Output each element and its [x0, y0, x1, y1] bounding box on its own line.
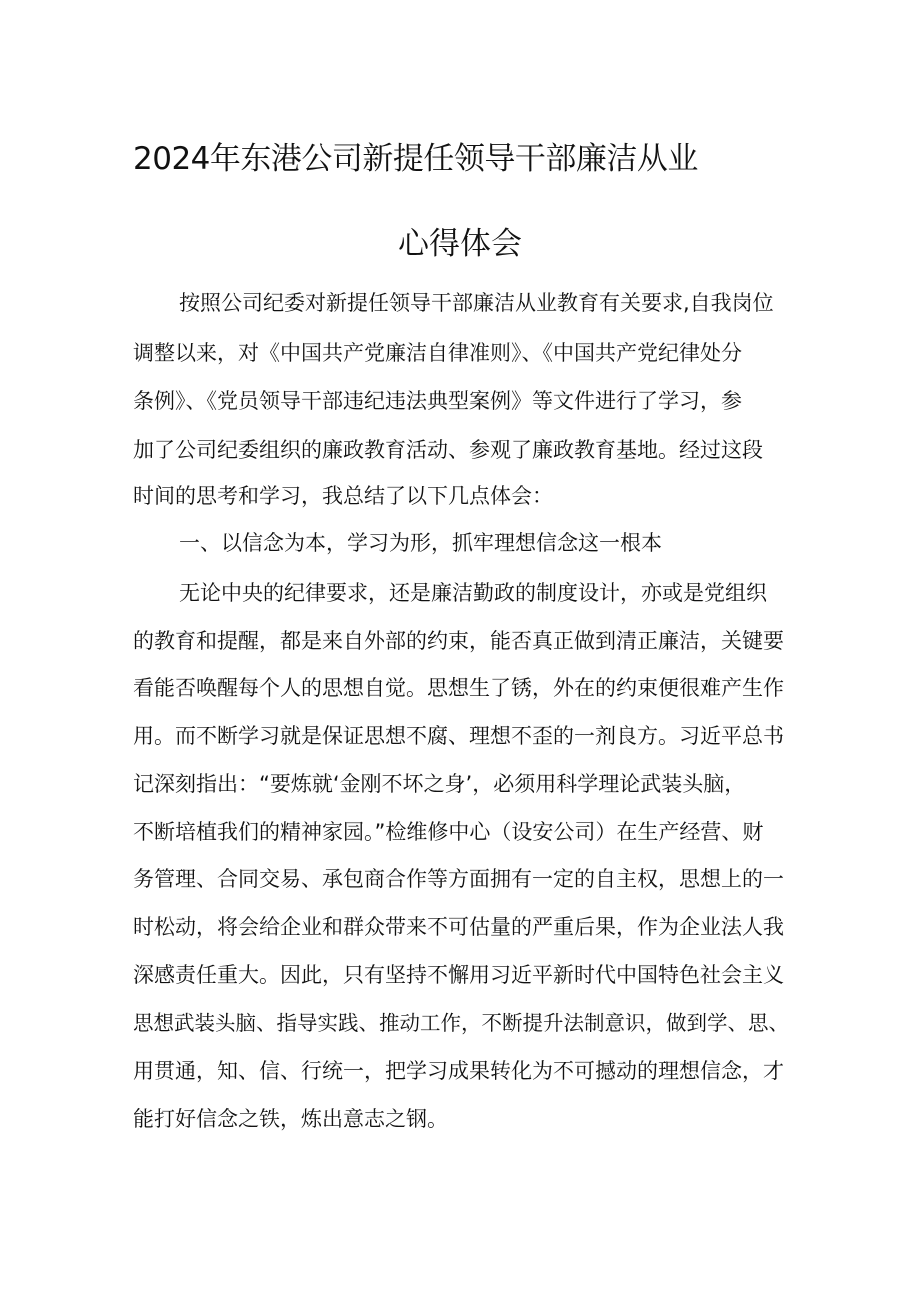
paragraph-2-line-10: 思想武装头脑、指导实践、推动工作，不断提升法制意识，做到学、思、 [133, 1011, 789, 1035]
paragraph-2-line-7: 务管理、合同交易、承包商合作等方面拥有一定的自主权，思想上的一 [133, 867, 784, 891]
paragraph-1-line-5: 时间的思考和学习，我总结了以下几点体会： [133, 484, 553, 508]
paragraph-2-line-9: 深感责任重大。因此，只有坚持不懈用习近平新时代中国特色社会主义 [133, 963, 784, 987]
paragraph-2-line-2: 的教育和提醒，都是来自外部的约束，能否真正做到清正廉洁，关键要 [133, 629, 784, 653]
paragraph-1-line-2: 调整以来，对《中国共产党廉洁自律准则》、《中国共产党纪律处分 [133, 341, 742, 365]
paragraph-2-line-6: 不断培植我们的精神家园。”检维修中心（设安公司）在生产经营、财 [133, 820, 764, 844]
section-heading-1: 一、以信念为本，学习为形，抓牢理想信念这一根本 [179, 531, 662, 555]
document-title-line-1: 2024年东港公司新提任领导干部廉洁从业 [133, 141, 698, 177]
paragraph-2-line-3: 看能否唤醒每个人的思想自觉。思想生了锈，外在的约束便很难产生作 [133, 676, 784, 700]
paragraph-2-line-11: 用贯通，知、信、行统一，把学习成果转化为不可撼动的理想信念，才 [133, 1059, 784, 1083]
paragraph-1-line-3: 条例》、《党员领导干部违纪违法典型案例》等文件进行了学习，参 [133, 389, 742, 413]
paragraph-1-line-4: 加了公司纪委组织的廉政教育活动、参观了廉政教育基地。经过这段 [133, 438, 763, 462]
paragraph-2-line-12: 能打好信念之铁，炼出意志之钢。 [133, 1107, 448, 1131]
paragraph-2-line-5: 记深刻指出：“要炼就‘金刚不坏之身’，必须用科学理论武装头脑， [133, 772, 746, 796]
paragraph-2-line-8: 时松动，将会给企业和群众带来不可估量的严重后果，作为企业法人我 [133, 915, 784, 939]
document-title-line-2: 心得体会 [398, 226, 522, 262]
paragraph-2-line-4: 用。而不断学习就是保证思想不腐、理想不歪的一剂良方。习近平总书 [133, 724, 784, 748]
paragraph-1-line-1: 按照公司纪委对新提任领导干部廉洁从业教育有关要求,自我岗位 [179, 291, 774, 315]
paragraph-2-line-1: 无论中央的纪律要求，还是廉洁勤政的制度设计，亦或是党组织 [179, 581, 767, 605]
